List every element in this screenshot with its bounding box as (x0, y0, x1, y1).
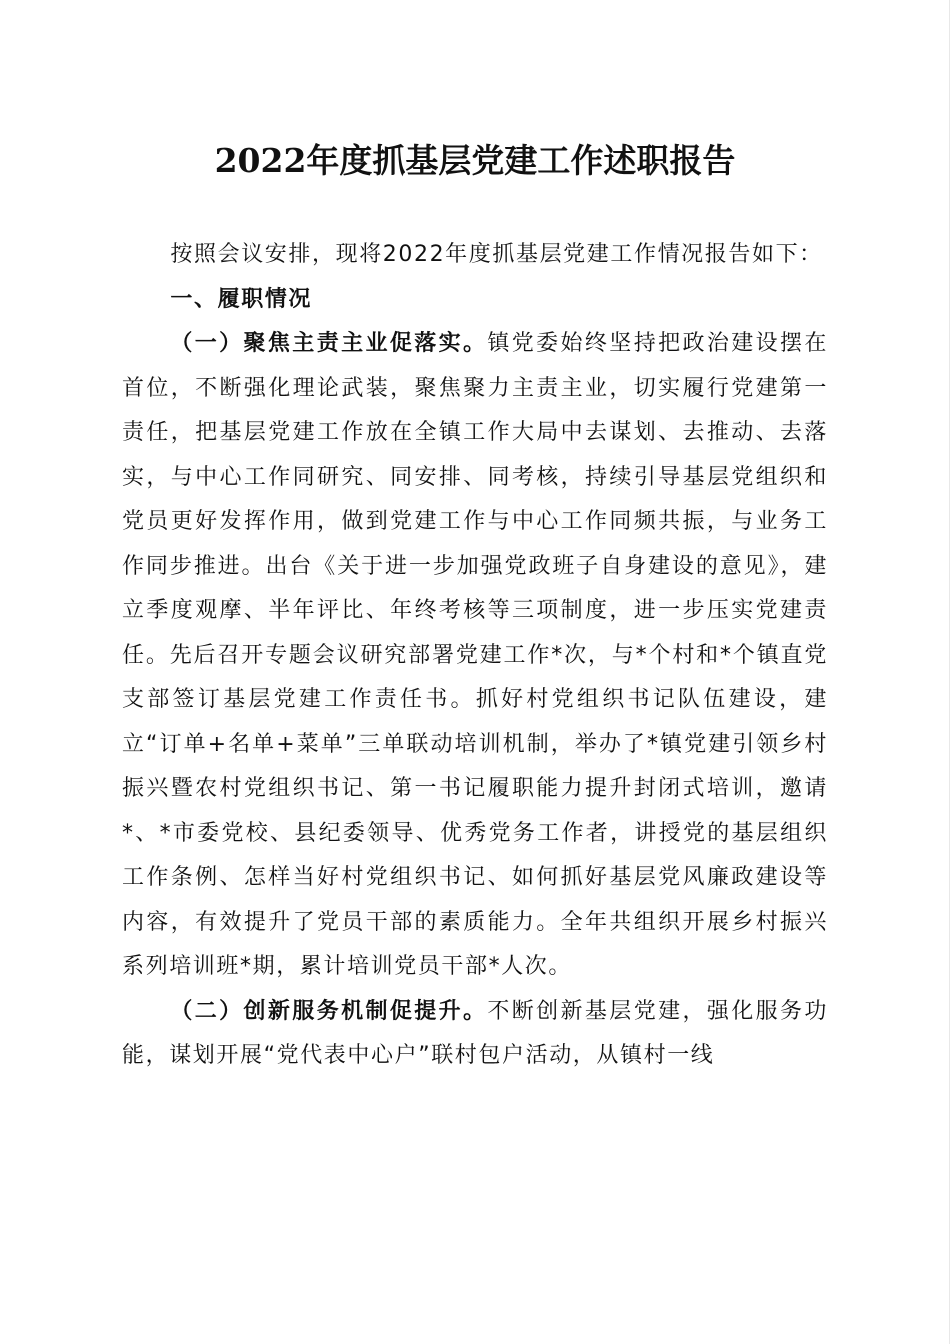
section-heading: 一、履职情况 (170, 286, 312, 312)
paragraph-item-1 (122, 322, 828, 990)
paragraph-text: 不断创新基层党建，强化服务功能，谋划开展“党代表中心户”联村包户活动，从镇村一线 (122, 998, 828, 1068)
intro-paragraph: 按照会议安排，现将2022年度抓基层党建工作情况报告如下： (170, 242, 823, 267)
document-body (122, 233, 828, 1079)
document-title: 2022年度抓基层党建工作述职报告 (214, 141, 736, 180)
paragraph-text: 镇党委始终坚持把政治建设摆在首位，不断强化理论武装，聚焦聚力主责主业，切实履行党建第一责任，把基层党建工作放在全镇工作大局中去谋划、去推动、去落实，与中心工作同研究、同安排、同考核，持续引导基层党组织和党员更好发挥作用，做到党建工作与中心工作同频共振，与业务工作同步推进。出台《关于进一步加强党政班子自身建设的意见》，建立季度观摩、半年评比、年终考核等三项制度，进一步压实党建责任。先后召开专题会议研究部署党建工作*次，与*个村和*个镇直党支部签订基层党建工作责任书。抓好村党组织书记队伍建设，建立“订单+名单+菜单”三单联动培训机制，举办了*镇党建引领乡村振兴暨农村党组织书记、第一书记履职能力提升封闭式培训，邀请*、*市委党校、县纪委领导、优秀党务工作者，讲授党的基层组织工作条例、怎样当好村党组织书记、如何抓好基层党风廉政建设等内容，有效提升了党员干部的素质能力。全年共组织开展乡村振兴系列培训班*期，累计培训党员干部*人次。 (122, 331, 828, 979)
paragraph-label: （二）创新服务机制促提升。 (170, 998, 488, 1024)
paragraph-label: （一）聚焦主责主业促落实。 (170, 331, 488, 356)
paragraph-item-2 (122, 990, 828, 1079)
